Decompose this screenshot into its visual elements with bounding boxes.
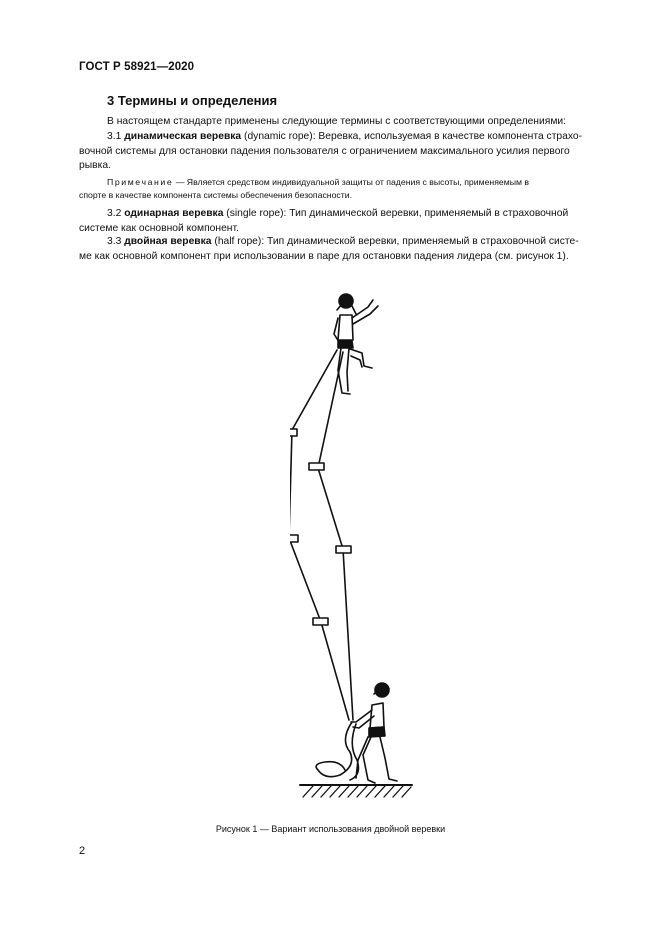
term-3-1-paragraph — [79, 130, 612, 174]
rope-slack — [350, 724, 358, 780]
term-3-2-paragraph — [79, 207, 612, 236]
note-paragraph — [79, 176, 612, 201]
page-number: 2 — [79, 845, 86, 857]
term-3-3-paragraph — [79, 235, 612, 264]
quickdraw — [313, 618, 328, 625]
term-3-3-term: двойная веревка — [124, 236, 212, 247]
term-3-2-definition-2: системе как основной компонент. — [79, 222, 239, 234]
document-id: ГОСТ Р 58921—2020 — [79, 61, 195, 73]
term-3-1-line-1 — [79, 130, 612, 145]
intro-paragraph — [79, 115, 612, 130]
note-label: Примечание — [107, 177, 174, 187]
rope-right — [318, 352, 353, 720]
term-3-2-term: одинарная веревка — [124, 208, 224, 219]
note-line-1 — [79, 176, 612, 189]
quickdraw — [290, 429, 297, 436]
term-3-1-number: 3.1 — [107, 131, 122, 142]
quickdraw — [336, 546, 351, 553]
term-3-2-english: (single rope) — [226, 208, 284, 219]
term-3-1-definition-3: рывка. — [79, 160, 111, 171]
term-3-3-line-1 — [79, 235, 612, 250]
intro-text: В настоящем стандарте применены следующие термины с соответствующими определениями: — [107, 116, 567, 127]
term-3-1-english: (dynamic rope) — [244, 131, 313, 142]
term-3-1-definition-1: : Веревка, используемая в качестве компонента страхо- — [312, 131, 583, 142]
term-3-1-term: динамическая веревка — [124, 131, 242, 142]
rope-left — [290, 350, 349, 720]
figure-caption: Рисунок 1 — Вариант использования двойной веревки — [215, 824, 446, 834]
half-rope-figure — [290, 285, 440, 805]
note-text-2: спорте в качестве компонента системы обеспечения безопасности. — [79, 189, 353, 200]
rope-slack — [316, 722, 352, 777]
term-3-2-line-1 — [79, 207, 612, 222]
term-3-1-definition-2: вочной системы для остановки падения пользователя с ограничением максимального усилия первого — [79, 145, 570, 157]
term-3-3-definition-1: : Тип динамической веревки, применяемый в страховочной систе- — [261, 236, 579, 247]
term-3-3-definition-2: ме как основной компонент при использовании в паре для остановки падения лидера (см. рисунок 1). — [79, 250, 569, 262]
section-title: 3 Термины и определения — [107, 93, 278, 108]
leader-climber — [334, 294, 378, 394]
quickdraw — [290, 535, 298, 542]
term-3-2-number: 3.2 — [107, 208, 122, 219]
note-text-1: — Является средством индивидуальной защиты от падения с высоты, применяемым в — [173, 177, 529, 187]
term-3-2-definition-1: : Тип динамической веревки, применяемый в страховочной — [283, 208, 569, 219]
ground-hatch — [303, 786, 411, 797]
quickdraw — [309, 463, 324, 470]
term-3-3-english: (half rope) — [214, 236, 262, 247]
term-3-3-number: 3.3 — [107, 236, 122, 247]
